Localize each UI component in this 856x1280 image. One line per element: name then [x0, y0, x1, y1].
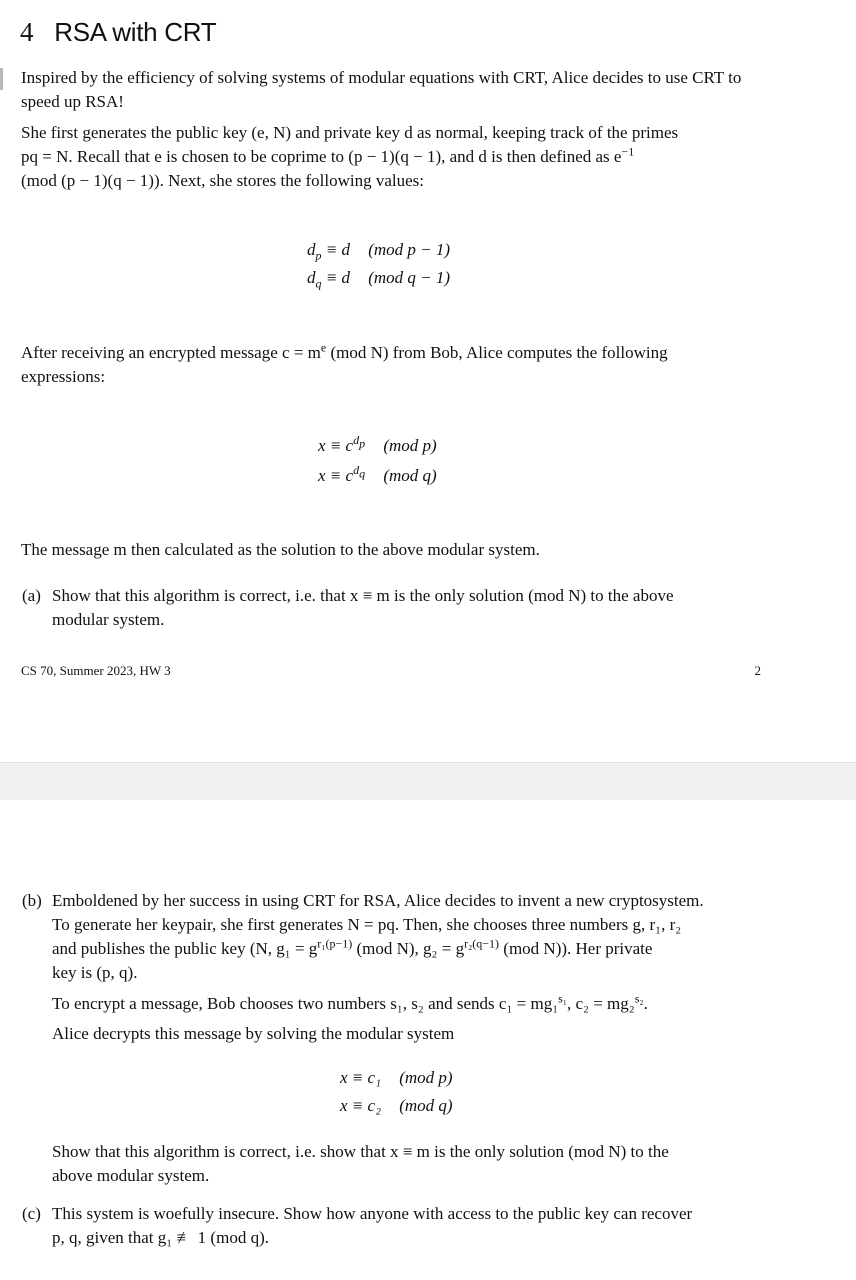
after-paragraph: After receiving an encrypted message $c = m^e$ (mod N) from Bob, Alice computes the following expressions:	[21, 340, 668, 386]
part-c: (c) This system is woefully insecure. Show how anyone with access to the public key can recover p, q, given that g₁ ≢ 1 (mod q).	[22, 1204, 693, 1247]
section-number: 4	[20, 17, 34, 47]
left-margin-rule	[0, 68, 3, 90]
intro-p2-line3: (mod (p − 1)(q − 1)). Next, she stores the following values:	[21, 171, 425, 190]
part-a: (a) Show that this algorithm is correct, i.e. that x ≡ m is the only solution (mod N) to the above modular system.	[22, 586, 674, 629]
equation-c2: x ≡ c₂ (mod q)	[340, 1094, 453, 1118]
equation-dp: $d_p \equiv d$ (mod p − 1)	[307, 240, 451, 263]
page-separator	[0, 762, 856, 800]
part-b-decrypt: Alice decrypts this message by solving the modular system	[52, 1024, 455, 1043]
modulus: (mod q)	[383, 466, 437, 485]
equation-x-mod-p: $x \equiv c^{d_p}$ (mod p)	[318, 434, 437, 458]
message-line: The message m then calculated as the solution to the above modular system.	[21, 540, 540, 559]
equation-c1: x ≡ c₁ (mod p)	[340, 1066, 453, 1090]
part-b: (b) Emboldened by her success in using CRT for RSA, Alice decides to invent a new cryptosystem. To generate her keypair, she first generates N = pq. Then, she chooses three numbers g, r₁, r₂ and publishes the public key (N, $g_1 = g^{r_1(p-1)}$ (mod N), $g_2 = g^{r_2(q-1)}$ (mod N)). Her private key is (p, q).	[22, 891, 704, 982]
modulus: (mod p − 1)	[368, 240, 451, 259]
part-b-show: Show that this algorithm is correct, i.e. show that x ≡ m is the only solution (mod N) to the above modular system.	[52, 1142, 669, 1185]
part-b-label: (b)	[22, 891, 42, 910]
modulus: (mod q − 1)	[368, 268, 451, 287]
modulus: (mod p)	[383, 436, 437, 455]
section-heading	[20, 14, 216, 50]
intro-paragraph-2	[21, 121, 761, 193]
intro-p2-line2: pq = N. Recall that e is chosen to be coprime to (p − 1)(q − 1), and d is then defined as $e^{-1}$	[21, 144, 635, 166]
modulus: (mod q)	[399, 1096, 453, 1115]
modulus: (mod p)	[399, 1068, 453, 1087]
section-title: RSA with CRT	[54, 17, 217, 47]
page-number: 2	[754, 663, 761, 678]
page-footer	[21, 659, 761, 683]
intro-paragraph-1: Inspired by the efficiency of solving systems of modular equations with CRT, Alice decides to use CRT to speed up RSA!	[21, 68, 742, 111]
course-label: CS 70, Summer 2023, HW 3	[21, 663, 171, 678]
equation-x-mod-q: $x \equiv c^{d_q}$ (mod q)	[318, 464, 437, 488]
equation-dq: $d_q \equiv d$ (mod q − 1)	[307, 268, 451, 291]
intro-p2-line1: She first generates the public key (e, N) and private key d as normal, keeping track of the primes	[21, 123, 679, 142]
inverse-exponent: −1	[621, 144, 635, 159]
part-c-label: (c)	[22, 1204, 41, 1223]
part-a-label: (a)	[22, 586, 41, 605]
part-b-encrypt: To encrypt a message, Bob chooses two numbers s₁, s₂ and sends c₁ = mg₁$^{s_1}$, c₂ = mg₂$^{s_2}$.	[52, 991, 648, 1013]
